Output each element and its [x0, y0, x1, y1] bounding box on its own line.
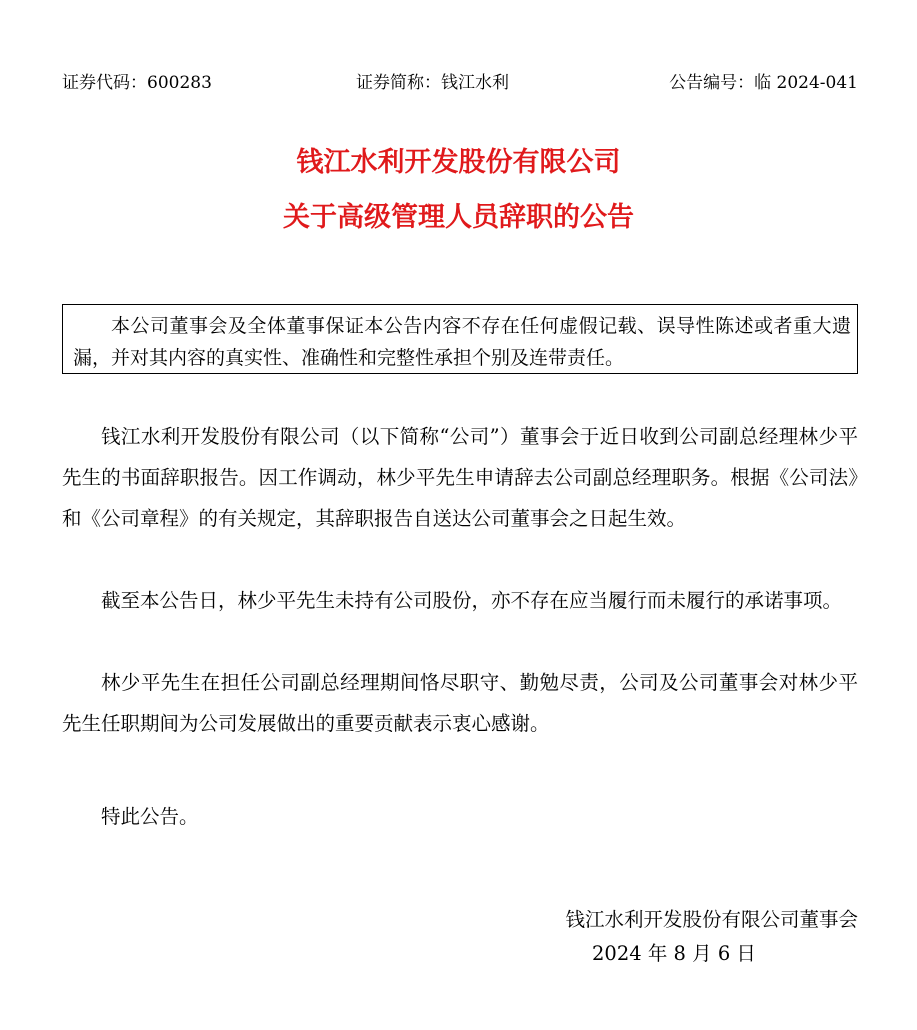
stock-code: 证券代码：600283	[62, 73, 212, 93]
document-title-company: 钱江水利开发股份有限公司	[296, 147, 621, 178]
body-paragraph-shareholding: 截至本公告日，林少平先生未持有公司股份，亦不存在应当履行而未履行的承诺事项。	[101, 589, 843, 612]
board-guarantee-notice: 本公司董事会及全体董事保证本公告内容不存在任何虚假记载、误导性陈述或者重大遗漏，并对其内容的真实性、准确性和完整性承担个别及连带责任。	[62, 304, 858, 374]
stock-abbreviation: 证券简称：钱江水利	[356, 73, 509, 93]
signature-date: 2024 年 8 月 6 日	[592, 942, 756, 965]
announcement-number: 公告编号：临 2024-041	[669, 73, 858, 93]
body-paragraph-resignation: 钱江水利开发股份有限公司（以下简称“公司”）董事会于近日收到公司副总经理林少平先生的书面辞职报告。因工作调动，林少平先生申请辞去公司副总经理职务。根据《公司法》和《公司章程》的有关规定，其辞职报告自送达公司董事会之日起生效。	[62, 425, 858, 530]
document-title-subject: 关于高级管理人员辞职的公告	[283, 202, 634, 233]
closing-statement: 特此公告。	[101, 805, 199, 828]
signature-company: 钱江水利开发股份有限公司董事会	[565, 908, 858, 931]
body-paragraph-thanks: 林少平先生在担任公司副总经理期间恪尽职守、勤勉尽责，公司及公司董事会对林少平先生任职期间为公司发展做出的重要贡献表示衷心感谢。	[62, 671, 858, 735]
document-header	[62, 70, 858, 96]
